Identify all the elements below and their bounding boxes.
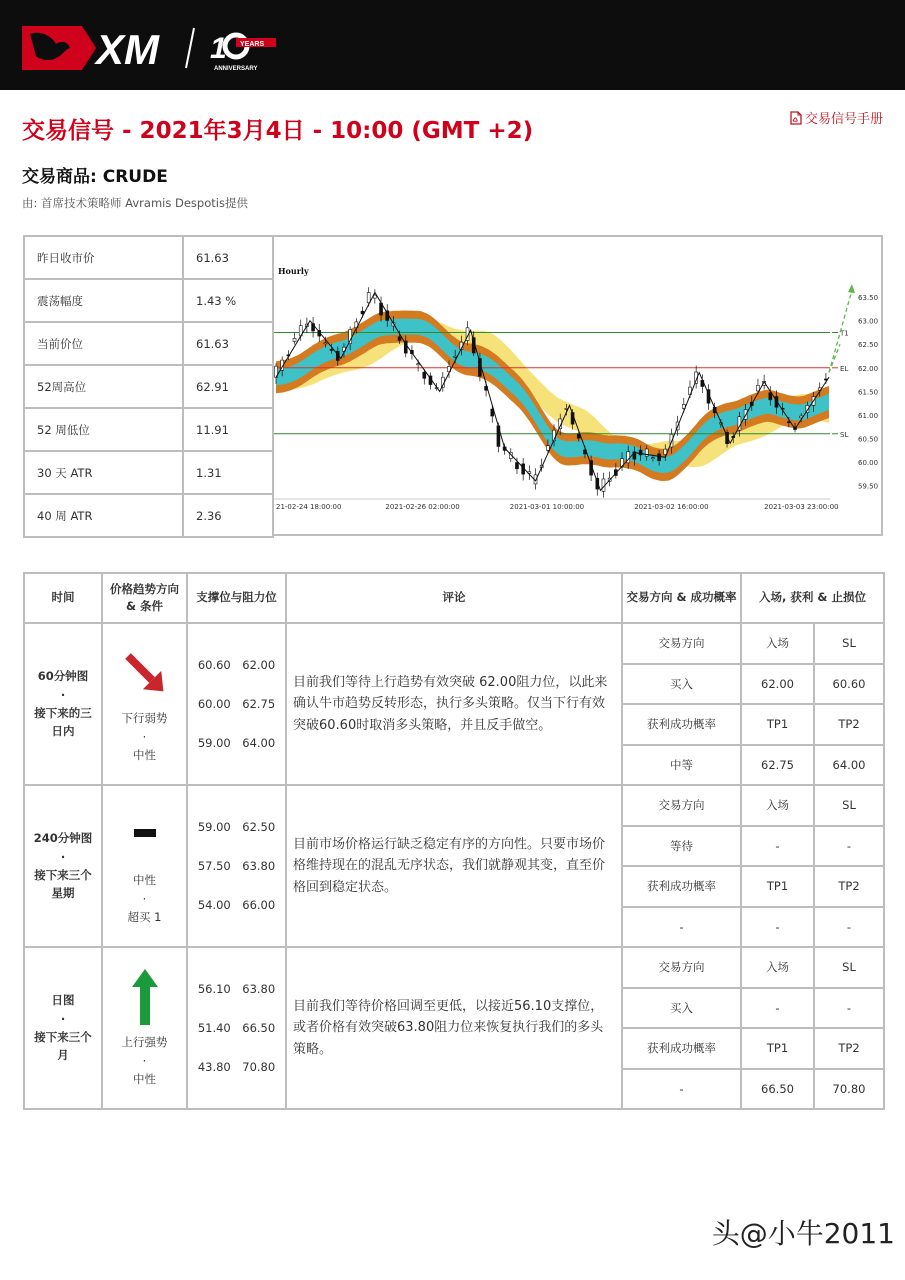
- chart-title: Hourly: [278, 266, 309, 276]
- entry-tp1-cell: TP1: [741, 1028, 814, 1069]
- resistance-value: 63.80: [242, 858, 276, 873]
- timeframe-line: 240分钟图: [33, 831, 93, 846]
- svg-text:YEARS: YEARS: [240, 41, 265, 48]
- support-resistance-pair: [188, 1048, 285, 1087]
- timeframe-line: 星期: [51, 886, 75, 901]
- support-resistance-pair: [188, 970, 285, 1009]
- resistance-value: 62.75: [242, 696, 276, 711]
- timeframe-line: 接下来三个: [34, 868, 92, 882]
- candle-body: [423, 372, 426, 378]
- support-resistance-pair: [188, 646, 285, 685]
- signal-row: [24, 947, 884, 988]
- trend-text: ·: [142, 729, 147, 744]
- xm-logo: [22, 22, 282, 74]
- sl-tp2-cell: TP2: [814, 1028, 884, 1069]
- svg-text:ANNIVERSARY: ANNIVERSARY: [214, 66, 258, 72]
- x-tick-label: 2021-03-02 16:00:00: [634, 503, 709, 511]
- support-resistance-pair: [188, 808, 285, 847]
- trend-neutral-dash-icon: [120, 805, 170, 865]
- pdf-icon: [790, 111, 802, 125]
- stat-value: 2.36: [183, 494, 273, 537]
- svg-text:1: 1: [210, 32, 227, 65]
- header-trend: 价格趋势方向 & 条件: [102, 573, 187, 623]
- trend-cell: [102, 947, 187, 1109]
- trend-cell: [102, 785, 187, 947]
- y-tick-label: 62.00: [858, 364, 879, 373]
- stats-row: [24, 494, 273, 537]
- timeframe-line: ·: [60, 687, 66, 702]
- trend-text: 中性: [133, 873, 156, 888]
- support-value: 60.00: [197, 696, 231, 711]
- entry-tp1-cell: -: [741, 907, 814, 948]
- resistance-value: 62.00: [242, 657, 276, 672]
- resistance-value: 70.80: [242, 1059, 276, 1074]
- candle-body: [330, 349, 333, 350]
- direction-cell: 交易方向: [622, 623, 741, 664]
- candle-body: [651, 458, 654, 459]
- author-byline: 由: 首席技术策略师 Avramis Despotis提供: [22, 196, 248, 210]
- y-tick-label: 61.50: [858, 388, 879, 397]
- direction-cell: 买入: [622, 664, 741, 705]
- trend-text: ·: [142, 891, 147, 906]
- weibo-watermark: 头@小牛2011: [711, 1217, 895, 1250]
- stats-row: [24, 322, 273, 365]
- entry-tp1-cell: 入场: [741, 785, 814, 826]
- direction-cell: 交易方向: [622, 947, 741, 988]
- direction-cell: 获利成功概率: [622, 866, 741, 907]
- header-direction: 交易方向 & 成功概率: [622, 573, 741, 623]
- stat-label: 30 天 ATR: [24, 451, 183, 494]
- comment-cell: 目前我们等待上行趋势有效突破 62.00阻力位，以此来确认牛市趋势反转形态，执行多头策略。仅当下行有效突破60.60时取消多头策略，并且反手做空。: [286, 623, 622, 785]
- comment-cell: 目前市场价格运行缺乏稳定有序的方向性。只要市场价格维持现在的混乱无序状态，我们就静观其变，直至价格回到稳定状态。: [286, 785, 622, 947]
- level-label-el: EL: [840, 364, 849, 373]
- direction-cell: 等待: [622, 826, 741, 867]
- stats-row: [24, 408, 273, 451]
- level-label-t1: T1: [840, 329, 849, 338]
- stats-row: [24, 451, 273, 494]
- timeframe-line: 接下来的三: [34, 706, 92, 720]
- candle-body: [658, 454, 661, 461]
- sl-tp2-cell: -: [814, 988, 884, 1029]
- support-resistance-pair: [188, 685, 285, 724]
- levels-cell: [187, 947, 286, 1109]
- sl-tp2-cell: 64.00: [814, 745, 884, 786]
- support-value: 51.40: [197, 1020, 231, 1035]
- timeframe-cell: [24, 623, 102, 785]
- hourly-chart-svg: [274, 237, 881, 534]
- entry-tp1-cell: 62.75: [741, 745, 814, 786]
- direction-cell: -: [622, 907, 741, 948]
- entry-tp1-cell: 入场: [741, 623, 814, 664]
- stat-value: 11.91: [183, 408, 273, 451]
- signal-row: [24, 623, 884, 664]
- sl-tp2-cell: SL: [814, 623, 884, 664]
- stat-label: 52 周低位: [24, 408, 183, 451]
- trend-text: 上行强势: [121, 1035, 168, 1050]
- x-tick-label: 2021-03-01 10:00:00: [509, 503, 585, 511]
- entry-tp1-cell: -: [741, 988, 814, 1029]
- trend-text: 中性: [133, 1072, 156, 1087]
- sl-tp2-cell: -: [814, 826, 884, 867]
- header-comment: 评论: [286, 573, 622, 623]
- y-tick-label: 61.00: [858, 411, 879, 420]
- entry-tp1-cell: TP1: [741, 704, 814, 745]
- instrument-heading: 交易商品: CRUDE: [22, 167, 168, 187]
- levels-cell: [187, 785, 286, 947]
- candle-body: [373, 295, 376, 298]
- stat-value: 61.63: [183, 236, 273, 279]
- entry-tp1-cell: 62.00: [741, 664, 814, 705]
- stat-value: 1.43 %: [183, 279, 273, 322]
- resistance-value: 63.80: [242, 981, 276, 996]
- resistance-value: 64.00: [242, 735, 276, 750]
- sl-tp2-cell: TP2: [814, 866, 884, 907]
- trend-text: 下行弱势: [121, 711, 168, 726]
- timeframe-line: 月: [57, 1048, 69, 1063]
- stat-value: 61.63: [183, 322, 273, 365]
- stat-label: 52周高位: [24, 365, 183, 408]
- y-tick-label: 60.00: [858, 459, 879, 468]
- support-resistance-pair: [188, 847, 285, 886]
- trend-down-arrow-icon: [120, 643, 170, 703]
- y-tick-label: 60.50: [858, 435, 879, 444]
- sl-tp2-cell: 60.60: [814, 664, 884, 705]
- stat-label: 当前价位: [24, 322, 183, 365]
- timeframe-line: 日内: [51, 724, 75, 739]
- trend-text: 超买 1: [127, 910, 162, 925]
- sl-tp2-cell: TP2: [814, 704, 884, 745]
- support-value: 57.50: [197, 858, 231, 873]
- x-tick-label: 2021-03-03 23:00:00: [764, 503, 839, 511]
- entry-tp1-cell: -: [741, 826, 814, 867]
- stat-label: 40 周 ATR: [24, 494, 183, 537]
- resistance-value: 66.00: [242, 897, 276, 912]
- candle-body: [324, 343, 327, 344]
- sl-tp2-cell: SL: [814, 785, 884, 826]
- direction-cell: -: [622, 1069, 741, 1110]
- direction-cell: 买入: [622, 988, 741, 1029]
- entry-tp1-cell: 66.50: [741, 1069, 814, 1110]
- signal-manual-link[interactable]: [790, 108, 883, 127]
- x-tick-label: 21-02-24 18:00:00: [276, 503, 342, 511]
- timeframe-cell: [24, 947, 102, 1109]
- support-resistance-pair: [188, 724, 285, 763]
- stat-value: 62.91: [183, 365, 273, 408]
- entry-tp1-cell: 入场: [741, 947, 814, 988]
- timeframe-line: 接下来三个: [34, 1030, 92, 1044]
- svg-text:XM: XM: [96, 26, 159, 73]
- y-tick-label: 63.50: [858, 294, 879, 303]
- support-value: 56.10: [197, 981, 231, 996]
- hourly-chart: [274, 235, 883, 536]
- zigzag-line: [276, 292, 829, 490]
- x-tick-label: 2021-02-26 02:00:00: [385, 503, 460, 511]
- direction-cell: 中等: [622, 745, 741, 786]
- sl-tp2-cell: SL: [814, 947, 884, 988]
- candle-body: [293, 338, 296, 341]
- sl-tp2-cell: 70.80: [814, 1069, 884, 1110]
- header-levels: 支撑位与阻力位: [187, 573, 286, 623]
- header-bar: [0, 0, 905, 90]
- support-value: 59.00: [197, 819, 231, 834]
- stat-label: 震荡幅度: [24, 279, 183, 322]
- trend-text: 中性: [133, 748, 156, 763]
- timeframe-line: 日图: [51, 993, 75, 1008]
- resistance-value: 62.50: [242, 819, 276, 834]
- level-label-sl: SL: [840, 430, 849, 439]
- timeframe-line: ·: [60, 1011, 66, 1026]
- timeframe-line: 60分钟图: [37, 669, 89, 684]
- candle-body: [515, 463, 518, 469]
- support-value: 54.00: [197, 897, 231, 912]
- header-time: 时间: [24, 573, 102, 623]
- entry-tp1-cell: TP1: [741, 866, 814, 907]
- support-value: 60.60: [197, 657, 231, 672]
- signal-row: [24, 785, 884, 826]
- candle-body: [367, 293, 370, 303]
- candle-body: [546, 446, 549, 451]
- trend-text: ·: [142, 1053, 147, 1068]
- timeframe-line: ·: [60, 849, 66, 864]
- comment-cell: 目前我们等待价格回调至更低，以接近56.10支撑位，或者价格有效突破63.80阻力位来恢复执行我们的多头策略。: [286, 947, 622, 1109]
- stat-label: 昨日收市价: [24, 236, 183, 279]
- y-tick-label: 59.50: [858, 482, 879, 491]
- signal-manual-label[interactable]: 交易信号手册: [804, 112, 883, 127]
- stats-row: [24, 236, 273, 279]
- y-tick-label: 62.50: [858, 341, 879, 350]
- candle-body: [417, 364, 420, 365]
- support-value: 59.00: [197, 735, 231, 750]
- market-stats-table: [23, 235, 274, 538]
- trading-signals-table: [23, 572, 885, 1110]
- page-title: 交易信号 - 2021年3月4日 - 10:00 (GMT +2): [22, 118, 534, 144]
- trend-cell: [102, 623, 187, 785]
- projection-arrowhead: [848, 284, 855, 293]
- levels-cell: [187, 623, 286, 785]
- stats-row: [24, 365, 273, 408]
- y-tick-label: 63.00: [858, 317, 879, 326]
- direction-cell: 获利成功概率: [622, 704, 741, 745]
- support-value: 43.80: [197, 1059, 231, 1074]
- sl-tp2-cell: -: [814, 907, 884, 948]
- stat-value: 1.31: [183, 451, 273, 494]
- stats-row: [24, 279, 273, 322]
- candle-body: [398, 337, 401, 341]
- header-entry: 入场, 获利 & 止损位: [741, 573, 884, 623]
- trend-up-arrow-icon: [120, 967, 170, 1027]
- support-resistance-pair: [188, 886, 285, 925]
- direction-cell: 交易方向: [622, 785, 741, 826]
- resistance-value: 66.50: [242, 1020, 276, 1035]
- candle-body: [454, 356, 457, 357]
- support-resistance-pair: [188, 1009, 285, 1048]
- direction-cell: 获利成功概率: [622, 1028, 741, 1069]
- timeframe-cell: [24, 785, 102, 947]
